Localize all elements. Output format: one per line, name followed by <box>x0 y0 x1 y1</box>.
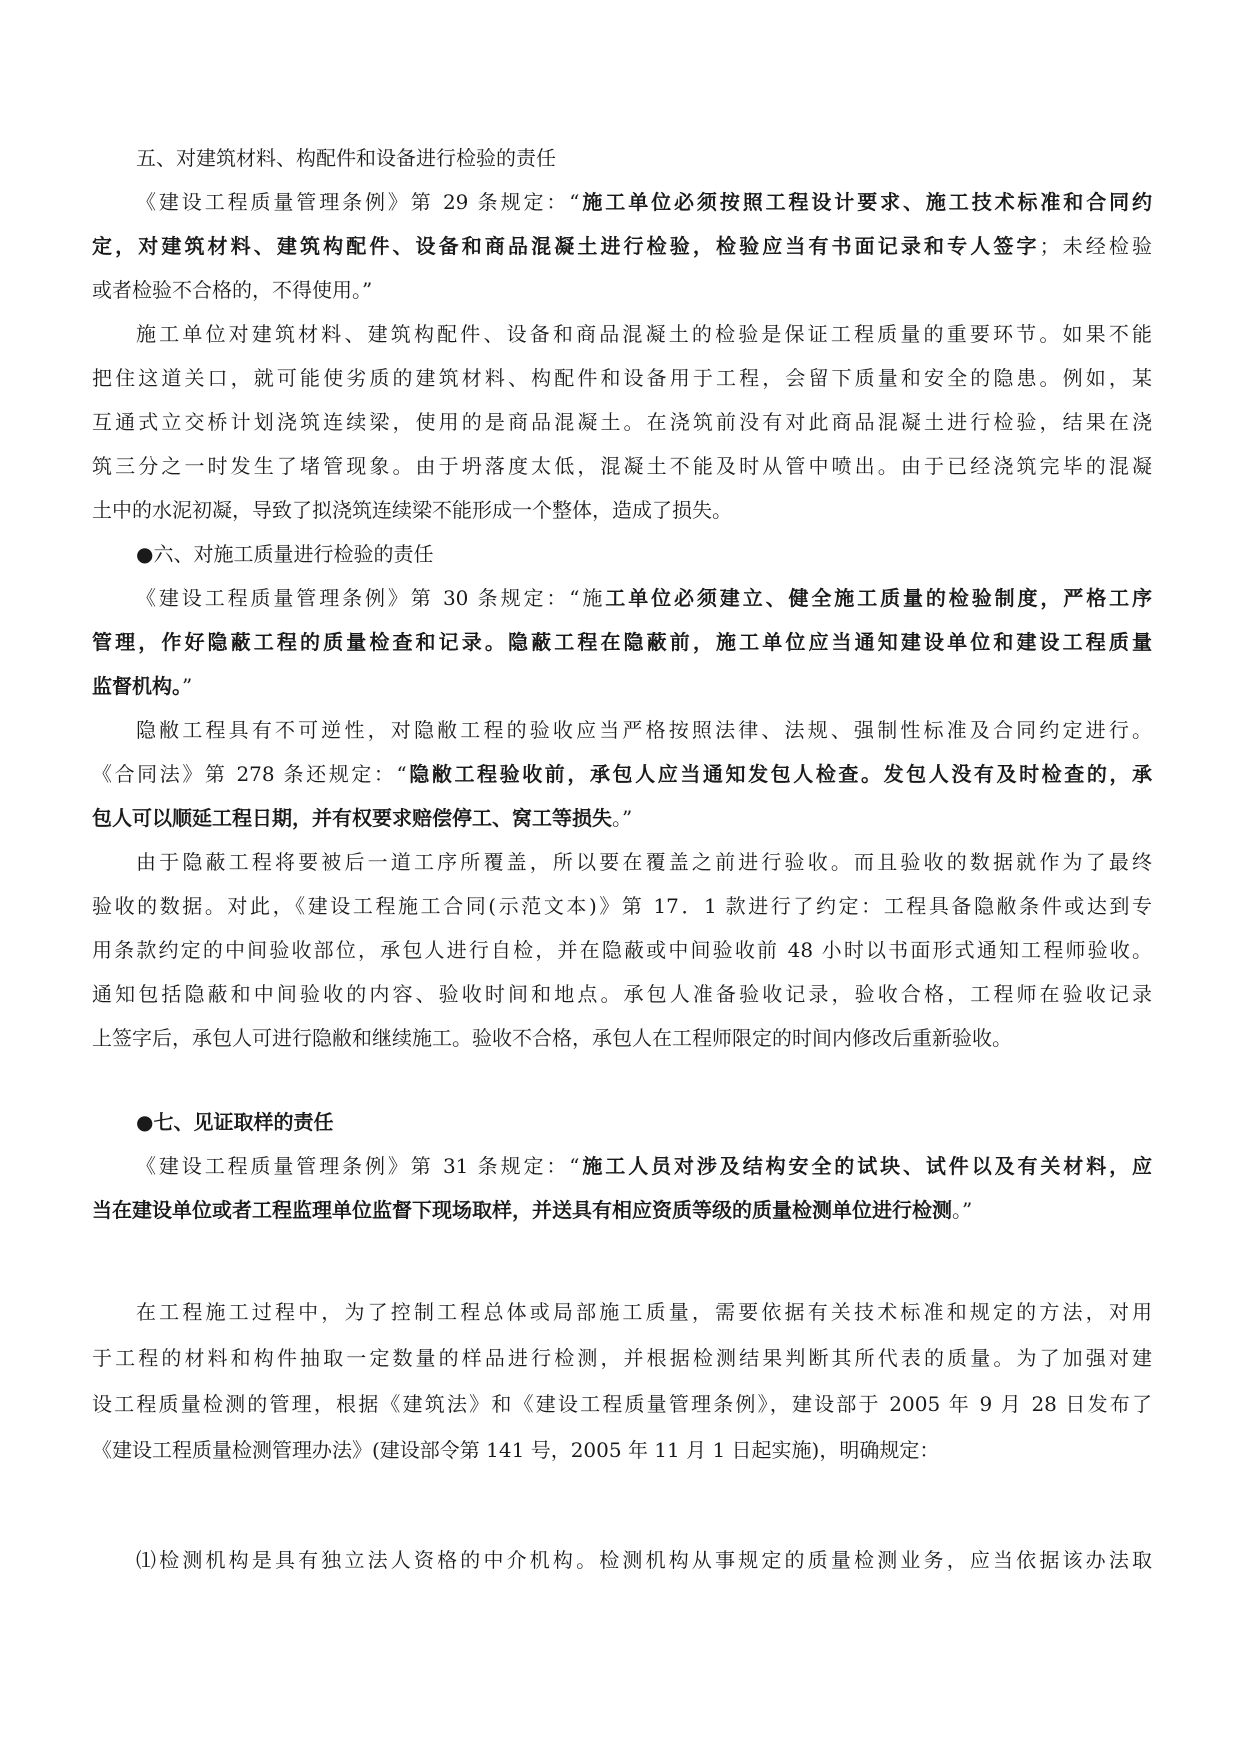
section-7-heading: ●七、见证取样的责任 <box>136 1110 334 1134</box>
section-5-paragraph-line: 筑三分之一时发生了堵管现象。由于坍落度太低，混凝土不能及时从管中喷出。由于已经浇筑完毕的混凝 <box>92 454 1152 478</box>
section-6-paragraph-2-line: 用条款约定的中间验收部位，承包人进行自检，并在隐蔽或中间验收前 48 小时以书面形式通知工程师验收。 <box>92 938 1152 962</box>
section-5-quote-line-3: 或者检验不合格的，不得使用。” <box>92 278 373 302</box>
list-item-1: ⑴检测机构是具有独立法人资格的中介机构。检测机构从事规定的质量检测业务，应当依据该办法取 <box>136 1548 1152 1572</box>
quote-bold-text: 施工单位必须按照工程设计要求、施工技术标准和合同约 <box>579 190 1152 214</box>
quote-tail: ” <box>182 674 193 698</box>
quote-bold-text: 管理，作好隐蔽工程的质量检查和记录。隐蔽工程在隐蔽前，施工单位应当通知建设单位和建设工程质量 <box>92 630 1152 654</box>
section-6-paragraph-2-line: 通知包括隐蔽和中间验收的内容、验收时间和地点。承包人准备验收记录，验收合格，工程师在验收记录 <box>92 982 1152 1006</box>
quote-prefix: 《建设工程质量管理条例》第 30 条规定：“施 <box>136 586 606 610</box>
quote-bold-text: 当在建设单位或者工程监理单位监督下现场取样，并送具有相应资质等级的质量检测单位进行检测 <box>92 1198 952 1222</box>
section-6-quote-line-1 <box>136 576 1152 620</box>
section-5-paragraph-line: 施工单位对建筑材料、建筑构配件、设备和商品混凝土的检验是保证工程质量的重要环节。如果不能 <box>136 322 1152 346</box>
quote-tail: 。” <box>612 806 633 830</box>
section-5-paragraph-line: 互通式立交桥计划浇筑连续梁，使用的是商品混凝土。在浇筑前没有对此商品混凝土进行检验，结果在浇 <box>92 410 1152 434</box>
quote-bold-text: 工单位必须建立、健全施工质量的检验制度，严格工序 <box>605 586 1152 610</box>
section-6-quote-line-3 <box>92 664 1152 708</box>
section-6-paragraph-2-line: 上签字后，承包人可进行隐敝和继续施工。验收不合格，承包人在工程师限定的时间内修改后重新验收。 <box>92 1026 1012 1050</box>
section-6-paragraph-line <box>92 796 1152 840</box>
quote-bold-text: 施工人员对涉及结构安全的试块、试件以及有关材料，应 <box>579 1154 1152 1178</box>
section-5-paragraph-line: 土中的水泥初凝，导致了拟浇筑连续梁不能形成一个整体，造成了损失。 <box>92 498 732 522</box>
quote-bold-text: 定，对建筑材料、建筑构配件、设备和商品混凝土进行检验，检验应当有书面记录和专人签字 <box>92 234 1040 258</box>
section-6-paragraph-2-line: 验收的数据。对此，《建设工程施工合同(示范文本)》第 17．1 款进行了约定：工程具备隐敝条件或达到专 <box>92 894 1152 918</box>
quote-bold-text: 隐敝工程验收前，承包人应当通知发包人检查。发包人没有及时检查的，承 <box>406 762 1152 786</box>
section-5-quote-line-2 <box>92 224 1152 268</box>
section-6-paragraph-line <box>92 752 1152 796</box>
section-6-heading: ●六、对施工质量进行检验的责任 <box>136 542 434 566</box>
section-6-paragraph-line: 隐敝工程具有不可逆性，对隐敝工程的验收应当严格按照法律、法规、强制性标准及合同约定进行。 <box>136 718 1152 742</box>
quote-prefix: 《建设工程质量管理条例》第 29 条规定：“ <box>136 190 580 214</box>
section-7-paragraph-line: 设工程质量检测的管理，根据《建筑法》和《建设工程质量管理条例》，建设部于 2005 年 9 月 28 日发布了 <box>92 1392 1152 1416</box>
section-5-quote-line-1 <box>136 180 1152 224</box>
quote-tail: 。” <box>952 1198 973 1222</box>
section-5-paragraph-line: 把住这道关口，就可能使劣质的建筑材料、构配件和设备用于工程，会留下质量和安全的隐患。例如，某 <box>92 366 1152 390</box>
section-7-quote-line-2 <box>92 1188 1152 1232</box>
section-7-quote-line-1 <box>136 1144 1152 1188</box>
quote-bold-text: 监督机构。 <box>92 674 182 698</box>
section-6-paragraph-2-line: 由于隐蔽工程将要被后一道工序所覆盖，所以要在覆盖之前进行验收。而且验收的数据就作为了最终 <box>136 850 1152 874</box>
quote-prefix: 《建设工程质量管理条例》第 31 条规定：“ <box>136 1154 580 1178</box>
section-7-paragraph-line: 在工程施工过程中，为了控制工程总体或局部施工质量，需要依据有关技术标准和规定的方法，对用 <box>136 1300 1152 1324</box>
section-7-paragraph-line: 《建设工程质量检测管理办法》(建设部令第 141 号，2005 年 11 月 1 日起实施)，明确规定： <box>92 1438 940 1462</box>
quote-prefix: 《合同法》第 278 条还规定：“ <box>92 762 407 786</box>
section-7-paragraph-line: 于工程的材料和构件抽取一定数量的样品进行检测，并根据检测结果判断其所代表的质量。为了加强对建 <box>92 1346 1152 1370</box>
section-6-quote-line-2 <box>92 620 1152 664</box>
quote-bold-text: 包人可以顺延工程日期，并有权要求赔偿停工、窝工等损失 <box>92 806 612 830</box>
quote-tail: ；未经检验 <box>1039 234 1152 258</box>
section-5-heading: 五、对建筑材料、构配件和设备进行检验的责任 <box>136 146 556 170</box>
